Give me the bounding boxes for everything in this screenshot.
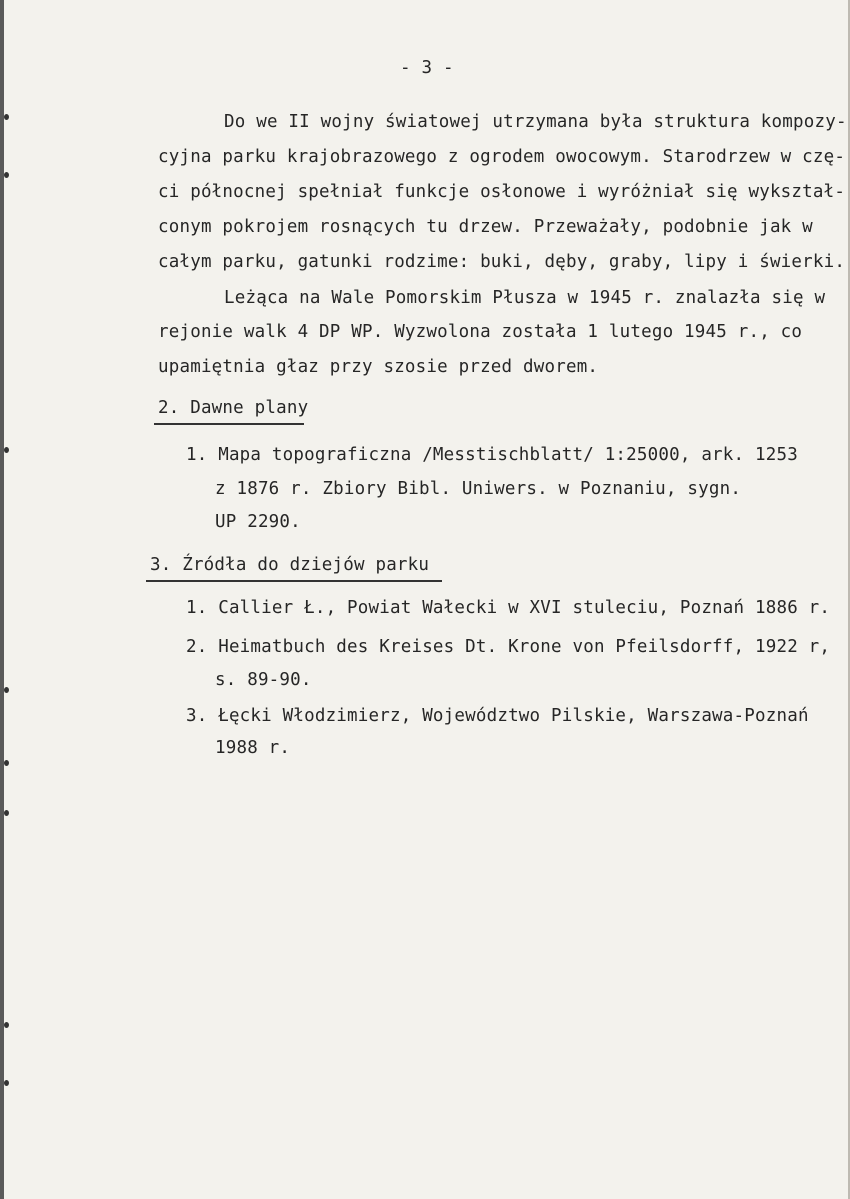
- list-item-line: s. 89-90.: [215, 670, 312, 690]
- list-item-line: 1. Mapa topograficzna /Messtischblatt/ 1:25000, ark. 1253: [186, 445, 798, 465]
- binding-mark: [4, 1080, 9, 1086]
- heading-underline: [154, 423, 304, 425]
- heading-underline: [146, 580, 442, 582]
- binding-mark: [4, 447, 9, 453]
- list-item-line: 3. Łęcki Włodzimierz, Województwo Pilskie, Warszawa-Poznań: [186, 706, 809, 726]
- paragraph-line: cyjna parku krajobrazowego z ogrodem owocowym. Starodrzew w czę-: [158, 147, 846, 167]
- list-item-line: 1988 r.: [215, 738, 291, 758]
- page-number: - 3 -: [400, 58, 454, 78]
- section-heading: 2. Dawne plany: [158, 398, 309, 418]
- paragraph-line: rejonie walk 4 DP WP. Wyzwolona została 1 lutego 1945 r., co: [158, 322, 803, 342]
- section-heading: 3. Źródła do dziejów parku: [150, 555, 430, 575]
- binding-mark: [4, 760, 9, 766]
- binding-mark: [4, 1022, 9, 1028]
- binding-mark: [4, 810, 9, 816]
- paragraph-line: całym parku, gatunki rodzime: buki, dęby, graby, lipy i świerki.: [158, 252, 846, 272]
- list-item-line: 1. Callier Ł., Powiat Wałecki w XVI stuleciu, Poznań 1886 r.: [186, 598, 831, 618]
- list-item-line: 2. Heimatbuch des Kreises Dt. Krone von Pfeilsdorff, 1922 r,: [186, 637, 831, 657]
- paragraph-line: Do we II wojny światowej utrzymana była struktura kompozy-: [224, 112, 847, 132]
- paragraph-line: conym pokrojem rosnących tu drzew. Przeważały, podobnie jak w: [158, 217, 813, 237]
- page-left-edge: [0, 0, 4, 1199]
- paragraph-line: ci północnej spełniał funkcje osłonowe i wyróżniał się wykształ-: [158, 182, 846, 202]
- binding-mark: [4, 172, 9, 178]
- binding-mark: [4, 687, 9, 693]
- binding-mark: [4, 114, 9, 120]
- list-item-line: UP 2290.: [215, 512, 301, 532]
- paragraph-line: upamiętnia głaz przy szosie przed dworem.: [158, 357, 599, 377]
- list-item-line: z 1876 r. Zbiory Bibl. Uniwers. w Poznaniu, sygn.: [215, 479, 742, 499]
- paragraph-line: Leżąca na Wale Pomorskim Płusza w 1945 r. znalazła się w: [224, 288, 826, 308]
